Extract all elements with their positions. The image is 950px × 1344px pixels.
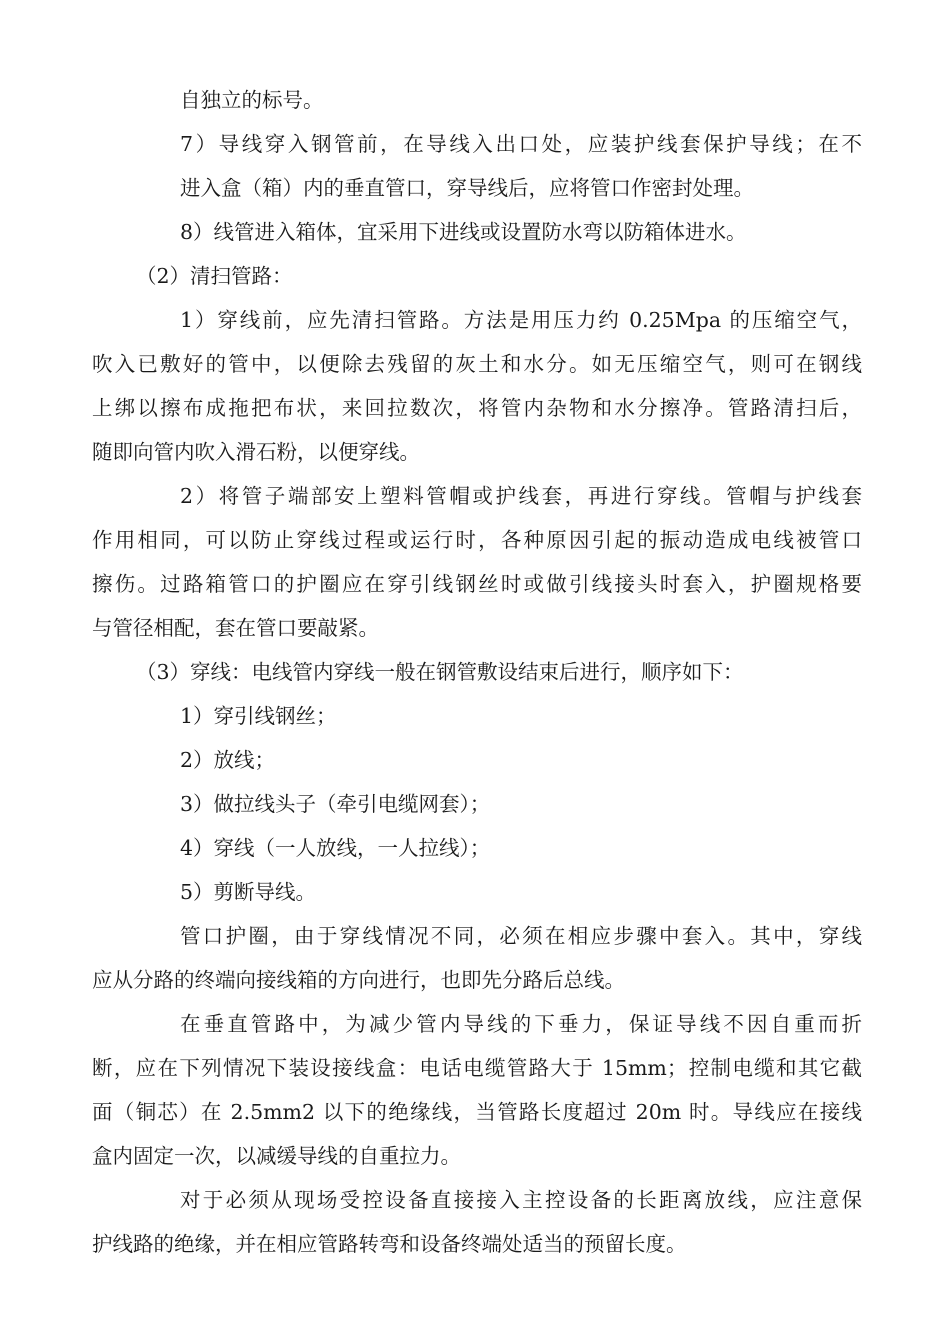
text-line-8: 上绑以擦布成拖把布状，来回拉数次，将管内杂物和水分擦净。管路清扫后， — [92, 396, 862, 420]
text-line-11: 作用相同，可以防止穿线过程或运行时，各种原因引起的振动造成电线被管口 — [92, 528, 862, 552]
text-line-2: 7）导线穿入钢管前，在导线入出口处，应装护线套保护导线；在不 — [180, 132, 862, 156]
text-line-24: 面（铜芯）在 2.5mm2 以下的绝缘线，当管路长度超过 20m 时。导线应在接线 — [92, 1100, 862, 1124]
text-line-21: 应从分路的终端向接线箱的方向进行，也即先分路后总线。 — [92, 968, 625, 992]
text-line-23: 断，应在下列情况下装设接线盒：电话电缆管路大于 15mm；控制电缆和其它截 — [92, 1056, 862, 1080]
step-item-1: 1）穿引线钢丝； — [180, 704, 337, 728]
text-line-25: 盒内固定一次，以减缓导线的自重拉力。 — [92, 1144, 461, 1168]
text-line-1: 自独立的标号。 — [180, 88, 324, 112]
text-line-10: 2）将管子端部安上塑料管帽或护线套，再进行穿线。管帽与护线套 — [180, 484, 862, 508]
text-line-20: 管口护圈，由于穿线情况不同，必须在相应步骤中套入。其中，穿线 — [180, 924, 862, 948]
text-line-3: 进入盒（箱）内的垂直管口，穿导线后，应将管口作密封处理。 — [180, 176, 754, 200]
step-item-4: 4）穿线（一人放线，一人拉线）； — [180, 836, 491, 860]
text-line-22: 在垂直管路中，为减少管内导线的下垂力，保证导线不因自重而折 — [180, 1012, 862, 1036]
text-line-27: 护线路的绝缘，并在相应管路转弯和设备终端处适当的预留长度。 — [92, 1232, 687, 1256]
step-item-5: 5）剪断导线。 — [180, 880, 317, 904]
step-item-2: 2）放线； — [180, 748, 276, 772]
text-line-7: 吹入已敷好的管中，以便除去残留的灰土和水分。如无压缩空气，则可在钢线 — [92, 352, 862, 376]
text-line-12: 擦伤。过路箱管口的护圈应在穿引线钢丝时或做引线接头时套入，护圈规格要 — [92, 572, 862, 596]
section-heading-threading: （3）穿线：电线管内穿线一般在钢管敷设结束后进行，顺序如下： — [136, 660, 744, 684]
text-line-6: 1）穿线前，应先清扫管路。方法是用压力约 0.25Mpa 的压缩空气， — [180, 308, 862, 332]
text-line-9: 随即向管内吹入滑石粉，以便穿线。 — [92, 440, 420, 464]
text-line-13: 与管径相配，套在管口要敲紧。 — [92, 616, 379, 640]
step-item-3: 3）做拉线头子（牵引电缆网套）； — [180, 792, 491, 816]
section-heading-clean: （2）清扫管路： — [136, 264, 293, 288]
text-line-26: 对于必须从现场受控设备直接接入主控设备的长距离放线，应注意保 — [180, 1188, 862, 1212]
text-line-4: 8）线管进入箱体，宜采用下进线或设置防水弯以防箱体进水。 — [180, 220, 747, 244]
